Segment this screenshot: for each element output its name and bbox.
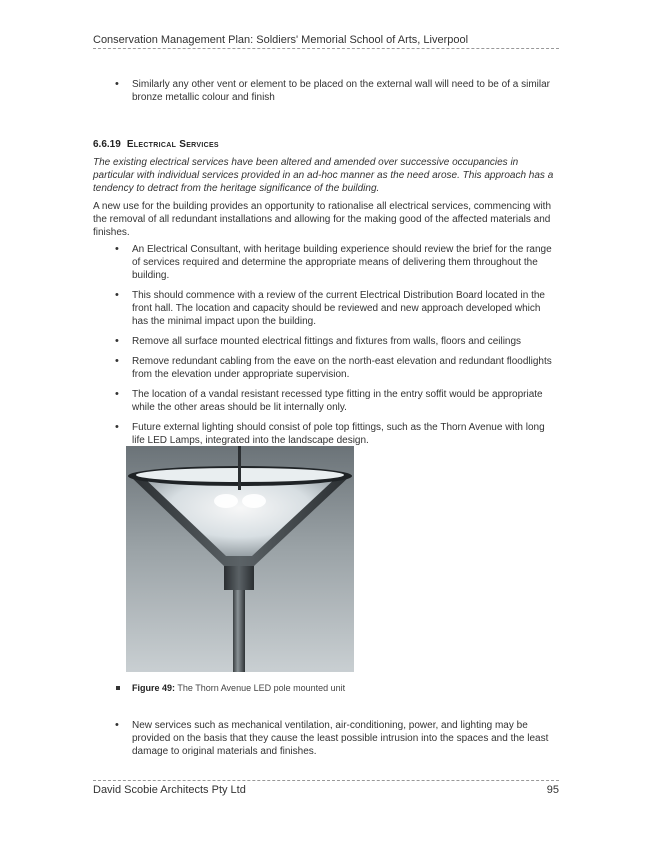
list-item: • This should commence with a review of the current Electrical Distribution Board located in the front hall. The location and capacity should be reviewed and new approach developed which has the minimal impact upon the building. <box>112 289 554 328</box>
section-heading <box>93 139 219 150</box>
list-item: • The location of a vandal resistant recessed type fitting in the entry soffit would be appropriate while the other areas should be lit internally only. <box>112 388 554 414</box>
list-item: • Similarly any other vent or element to be placed on the external wall will need to be of a similar bronze metallic colour and finish <box>112 78 552 104</box>
list-item: • Future external lighting should consist of pole top fittings, such as the Thorn Avenue with long life LED Lamps, integrated into the landscape design. <box>112 421 554 447</box>
figure-caption-text: The Thorn Avenue LED pole mounted unit <box>177 683 346 693</box>
footer-rule <box>93 780 559 781</box>
section-number: 6.6.19 <box>93 139 121 150</box>
list-item: • Remove all surface mounted electrical fittings and fixtures from walls, floors and ceilings <box>112 335 554 348</box>
page-number: 95 <box>546 784 559 796</box>
caption-marker <box>116 686 120 690</box>
list-item: • An Electrical Consultant, with heritage building experience should review the brief for the range of services required and determine the appropriate means of delivering them throughout the building. <box>112 243 554 282</box>
figure-caption <box>112 683 552 693</box>
top-bullet-list <box>112 78 552 111</box>
figure-label: Figure 49: <box>132 683 176 693</box>
list-item: • New services such as mechanical ventilation, air-conditioning, power, and lighting may be provided on the basis that they cause the least possible intrusion into the spaces and the least damage to original materials and finishes. <box>112 719 554 758</box>
running-header: Conservation Management Plan: Soldiers' Memorial School of Arts, Liverpool <box>93 34 559 49</box>
section-title: Electrical Services <box>126 139 219 150</box>
bottom-bullet-list <box>112 719 554 765</box>
lamp-photo <box>126 446 354 672</box>
section-intro-paragraph: A new use for the building provides an opportunity to rationalise all electrical services, commencing with the removal of all redundant installations and allowing for the making good of the affected materials and finishes. <box>93 201 552 238</box>
section-bullet-list <box>112 243 554 454</box>
section-intro-italic: The existing electrical services have been altered and amended over successive occupancies in particular with individual services provided in an ad-hoc manner as the need arose. This approach has a tendency to detract from the heritage significance of the building. <box>93 157 554 194</box>
list-item: • Remove redundant cabling from the eave on the north-east elevation and redundant floodlights from the elevation under appropriate supervision. <box>112 355 554 381</box>
footer-company: David Scobie Architects Pty Ltd <box>93 784 246 796</box>
